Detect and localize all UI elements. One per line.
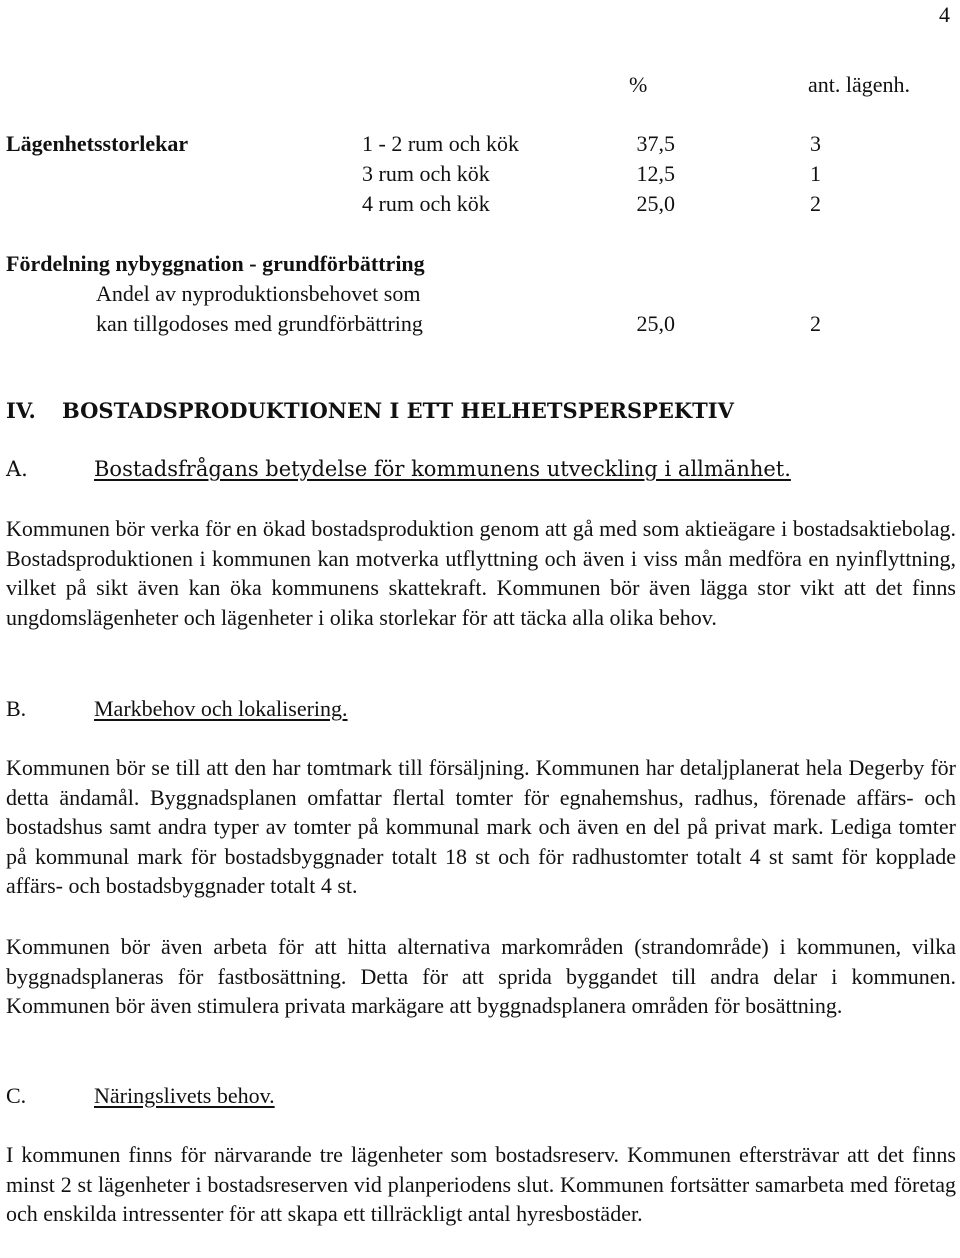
- distribution-percent: 25,0: [636, 311, 675, 336]
- distribution-line-1: Andel av nyproduktionsbehovet som: [96, 281, 421, 306]
- row-percent: 25,0: [636, 191, 675, 216]
- paragraph-b2: Kommunen bör även arbeta för att hitta alternativa markområden (strandområde) i kommunen, vilka byggnadsplaneras för fastbosättning. Detta för att sprida byggandet till andra delar i kommunen. Kommunen bör även stimulera privata markägare att byggnadsplanera områden för bosättning.: [6, 934, 956, 1019]
- row-label: 4 rum och kök: [362, 191, 490, 216]
- subsection-a-title: Bostadsfrågans betydelse för kommunens utveckling i allmänhet.: [94, 457, 791, 481]
- count-column-header: ant. lägenh.: [808, 72, 911, 97]
- row-percent: 37,5: [636, 131, 675, 156]
- row-label: 3 rum och kök: [362, 161, 490, 186]
- section-number: IV.: [6, 398, 36, 423]
- apartment-sizes-label: Lägenhetsstorlekar: [6, 131, 189, 156]
- row-label: 1 - 2 rum och kök: [362, 131, 520, 156]
- subsection-c-letter: C.: [6, 1083, 27, 1108]
- row-count: 3: [810, 131, 821, 156]
- row-count: 2: [810, 191, 821, 216]
- paragraph-c: I kommunen finns för närvarande tre lägenheter som bostadsreserv. Kommunen eftersträvar att det finns minst 2 st lägenheter i bostadsreserven vid planperiodens slut. Kommunen fortsätter samarbeta med företag och enskilda intressenter för att skapa ett tillräckligt antal hyresbostäder.: [6, 1142, 956, 1227]
- paragraph-b1: Kommunen bör se till att den har tomtmark till försäljning. Kommunen har detaljplanerat hela Degerby för detta ändamål. Byggnadsplanen omfattar flertal tomter för egnahemshus, radhus, förenade affärs- och bostadshus samt andra typer av tomter på kommunal mark och även en del på privat mark. Lediga tomter på kommunal mark för bostadsbyggnader totalt 18 st och för radhustomter totalt 4 st samt för kopplade affärs- och bostadsbyggnader totalt 4 st.: [6, 755, 956, 899]
- section-title: BOSTADSPRODUKTIONEN I ETT HELHETSPERSPEKTIV: [62, 398, 734, 423]
- row-count: 1: [810, 161, 821, 186]
- subsection-b-letter: B.: [6, 696, 27, 721]
- row-percent: 12,5: [636, 161, 675, 186]
- paragraph-a: Kommunen bör verka för en ökad bostadsproduktion genom att gå med som aktieägare i bostadsaktiebolag. Bostadsproduktionen i kommunen kan motverka utflyttning och även i viss mån medföra en nyinflyttning, vilket på sikt även kan öka kommunens skattekraft. Kommunen bör även lägga stor vikt att det finns ungdomslägenheter och lägenheter i olika storlekar för att täcka alla olika behov.: [6, 516, 956, 630]
- distribution-line-2: kan tillgodoses med grundförbättring: [96, 311, 423, 336]
- subsection-c-title: Näringslivets behov.: [94, 1083, 275, 1108]
- distribution-label: Fördelning nybyggnation - grundförbättring: [6, 251, 425, 276]
- percent-column-header: %: [629, 72, 648, 97]
- subsection-a-letter: A.: [6, 457, 28, 481]
- distribution-count: 2: [810, 311, 821, 336]
- page-number: 4: [939, 2, 950, 27]
- subsection-b-title: Markbehov och lokalisering.: [94, 696, 348, 721]
